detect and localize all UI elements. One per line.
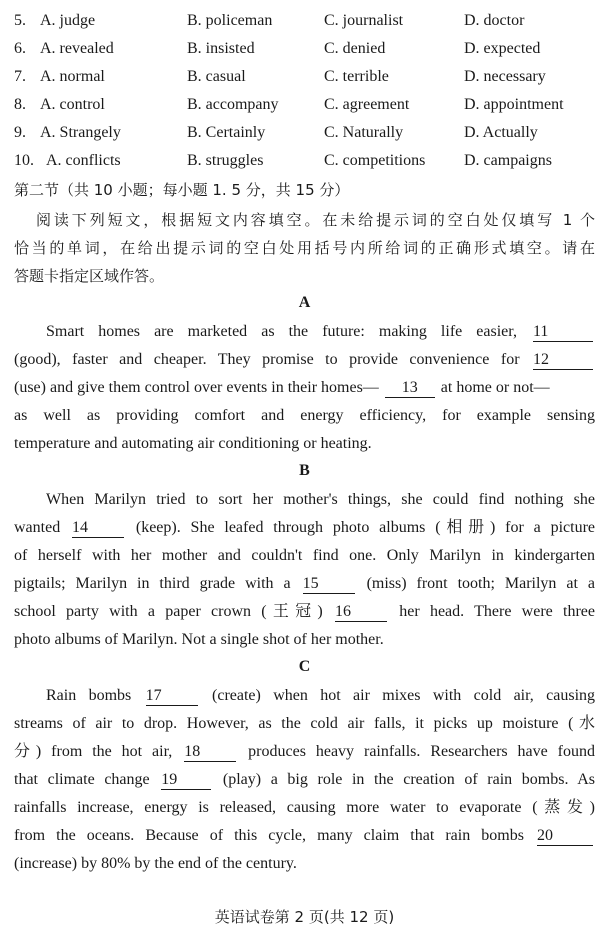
passage-line <box>46 322 595 342</box>
option-c: C. competitions <box>324 152 426 169</box>
option-c: C. denied <box>324 40 386 57</box>
option-d: D. appointment <box>464 96 564 113</box>
passage-line <box>14 350 595 370</box>
answer-blank[interactable]: 16 <box>335 603 387 622</box>
passage-line: When Marilyn tried to sort her mother's things, she could find nothing she <box>46 491 595 508</box>
option-c: C. agreement <box>324 96 410 113</box>
option-a: A. revealed <box>40 40 114 57</box>
instruction-line: 阅读下列短文，根据短文内容填空。在未给提示词的空白处仅填写 1 个 <box>36 211 595 229</box>
passage-text: (keep). She leafed through photo albums (相册) for a picture <box>135 519 595 536</box>
option-row <box>0 124 609 146</box>
answer-blank[interactable]: 15 <box>303 575 355 594</box>
question-number: 8. <box>14 96 26 113</box>
option-d: D. necessary <box>464 68 546 85</box>
passage-line <box>14 770 595 790</box>
passage-text: produces heavy rainfalls. Researchers have found <box>248 743 596 760</box>
question-number: 9. <box>14 124 26 141</box>
option-b: B. Certainly <box>187 124 266 141</box>
passage-text: that climate change <box>14 771 150 788</box>
option-b: B. policeman <box>187 12 273 29</box>
option-row <box>0 152 609 174</box>
option-row <box>0 40 609 62</box>
answer-blank[interactable]: 18 <box>184 743 236 762</box>
passage-line: (increase) by 80% by the end of the century. <box>14 855 297 872</box>
option-b: B. accompany <box>187 96 279 113</box>
passage-line: of herself with her mother and couldn't find one. Only Marilyn in kindergarten <box>14 547 595 564</box>
instruction-line: 恰当的单词，在给出提示词的空白处用括号内所给词的正确形式填空。请在 <box>14 239 595 257</box>
option-b: B. insisted <box>187 40 255 57</box>
passage-line <box>14 574 595 594</box>
answer-blank[interactable]: 17 <box>146 687 198 706</box>
answer-blank[interactable]: 14 <box>72 519 124 538</box>
passage-line: streams of air to drop. However, as the cold air falls, it picks up moisture (水 <box>14 715 595 732</box>
question-number: 10. <box>14 152 34 169</box>
page-footer: 英语试卷第 2 页(共 12 页) <box>214 908 395 926</box>
passage-line <box>14 602 595 622</box>
option-a: A. judge <box>40 12 96 29</box>
passage-line <box>14 826 595 846</box>
passage-title: C <box>298 658 311 675</box>
answer-blank[interactable]: 20 <box>537 827 593 846</box>
answer-blank[interactable]: 12 <box>533 351 593 370</box>
option-b: B. struggles <box>187 152 264 169</box>
section-heading: 第二节（共 10 小题；每小题 1. 5 分，共 15 分） <box>14 181 350 199</box>
option-d: D. doctor <box>464 12 525 29</box>
instruction-line: 答题卡指定区域作答。 <box>14 267 165 285</box>
answer-blank[interactable]: 19 <box>161 771 211 790</box>
passage-title: A <box>298 294 311 311</box>
option-a: A. normal <box>40 68 105 85</box>
option-a: A. control <box>40 96 105 113</box>
question-number: 6. <box>14 40 26 57</box>
passage-line <box>14 742 595 762</box>
option-c: C. journalist <box>324 12 404 29</box>
option-row <box>0 96 609 118</box>
option-row <box>0 12 609 34</box>
option-b: B. casual <box>187 68 246 85</box>
option-row <box>0 68 609 90</box>
passage-line: as well as providing comfort and energy efficiency, for example sensing <box>14 407 595 424</box>
passage-line <box>14 518 595 538</box>
passage-line <box>46 686 595 706</box>
passage-text: (create) when hot air mixes with cold air, causing <box>212 687 596 704</box>
option-a: A. conflicts <box>46 152 121 169</box>
option-c: C. Naturally <box>324 124 404 141</box>
option-c: C. terrible <box>324 68 389 85</box>
question-number: 5. <box>14 12 26 29</box>
passage-line <box>14 378 550 398</box>
passage-text: (miss) front tooth; Marilyn at a <box>366 575 596 592</box>
passage-text: wanted <box>14 519 61 536</box>
answer-blank[interactable]: 11 <box>533 323 593 342</box>
passage-text: 分) from the hot air, <box>14 743 173 760</box>
passage-text: pigtails; Marilyn in third grade with a <box>14 575 291 592</box>
option-d: D. campaigns <box>464 152 552 169</box>
option-d: D. expected <box>464 40 541 57</box>
passage-text: at home or not— <box>440 379 550 396</box>
passage-text: her head. There were three <box>399 603 596 620</box>
passage-line: temperature and automating air conditioning or heating. <box>14 435 372 452</box>
option-a: A. Strangely <box>40 124 121 141</box>
passage-text: school party with a paper crown (王冠) <box>14 603 323 620</box>
answer-blank[interactable]: 13 <box>385 379 435 398</box>
passage-text: (good), faster and cheaper. They promise to provide convenience for <box>14 351 520 368</box>
passage-text: (play) a big role in the creation of rain bombs. As <box>222 771 595 788</box>
passage-text: Rain bombs <box>46 687 132 704</box>
option-d: D. Actually <box>464 124 538 141</box>
passage-line: photo albums of Marilyn. Not a single shot of her mother. <box>14 631 384 648</box>
passage-line: rainfalls increase, energy is released, causing more water to evaporate (蒸发) <box>14 799 595 816</box>
passage-text: Smart homes are marketed as the future: making life easier, <box>46 323 517 340</box>
question-number: 7. <box>14 68 26 85</box>
passage-text: (use) and give them control over events in their homes— <box>14 379 379 396</box>
passage-title: B <box>299 462 310 479</box>
passage-text: from the oceans. Because of this cycle, many claim that rain bombs <box>14 827 524 844</box>
